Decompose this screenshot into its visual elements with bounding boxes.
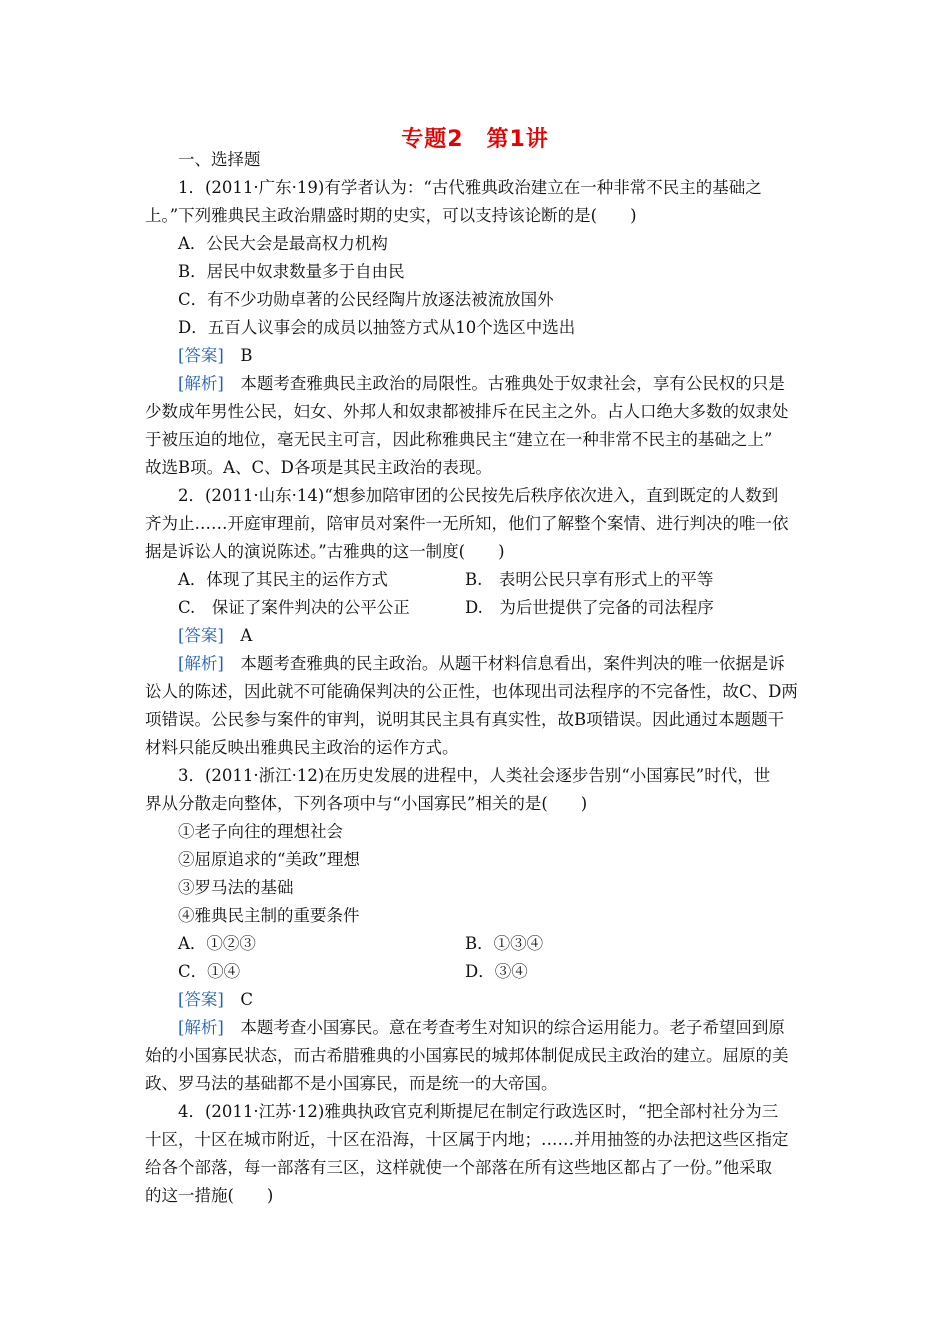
q2-stem-line-2: 齐为止……开庭审理前，陪审员对案件一无所知，他们了解整个案情、进行判决的唯一依	[145, 514, 789, 533]
analysis-tag: [解析]	[178, 1018, 224, 1037]
q1-option-c: C．有不少功勋卓著的公民经陶片放逐法被流放国外	[178, 290, 554, 309]
q2-answer	[145, 622, 805, 650]
answer-tag: [答案]	[178, 626, 224, 645]
q2-stem-line-1: 2．(2011·山东·14)“想参加陪审团的公民按先后秩序依次进入，直到既定的人数到	[178, 486, 779, 505]
question-4	[145, 1098, 805, 1210]
q1-answer	[145, 342, 805, 370]
q1-option-b: B．居民中奴隶数量多于自由民	[178, 262, 405, 281]
answer-tag: [答案]	[178, 346, 224, 365]
q2-options-row-1	[145, 566, 805, 594]
q3-item-4: ④雅典民主制的重要条件	[178, 906, 360, 925]
answer-value: B	[240, 346, 253, 365]
q4-stem-line-1: 4．(2011·江苏·12)雅典执政官克利斯提尼在制定行政选区时，“把全部村社分为三	[178, 1102, 779, 1121]
q2-analysis-line-1	[145, 650, 805, 678]
q1-analysis-line-1	[145, 370, 805, 398]
q3-options-row-2	[145, 958, 805, 986]
q1-analysis-line-4: 故选B项。A、C、D各项是其民主政治的表现。	[145, 458, 492, 477]
q3-option-d: D．③④	[465, 962, 528, 981]
q3-option-c: C．①④	[178, 962, 241, 981]
answer-tag: [答案]	[178, 990, 224, 1009]
q3-option-b: B．①③④	[465, 934, 544, 953]
q2-analysis-line-3: 项错误。公民参与案件的审判，说明其民主具有真实性，故B项错误。因此通过本题题干	[145, 710, 785, 729]
question-2	[145, 482, 805, 762]
q1-analysis-line-3: 于被压迫的地位，毫无民主可言，因此称雅典民主“建立在一种非常不民主的基础之上”	[145, 430, 773, 449]
q3-stem-line-1: 3．(2011·浙江·12)在历史发展的进程中，人类社会逐步告别“小国寡民”时代，世	[178, 766, 771, 785]
analysis-tag: [解析]	[178, 374, 224, 393]
q2-stem-line-3: 据是诉讼人的演说陈述。”古雅典的这一制度( )	[145, 542, 505, 561]
analysis-text: 本题考查雅典民主政治的局限性。古雅典处于奴隶社会，享有公民权的只是	[240, 374, 785, 393]
q1-analysis-line-2: 少数成年男性公民，妇女、外邦人和奴隶都被排斥在民主之外。占人口绝大多数的奴隶处	[145, 402, 789, 421]
q2-option-a: A．体现了其民主的运作方式	[178, 570, 388, 589]
page-title: 专题2 第1讲	[401, 127, 549, 152]
q2-option-d: D. 为后世提供了完备的司法程序	[465, 598, 714, 617]
answer-value: C	[240, 990, 253, 1009]
q1-stem-line-2: 上。”下列雅典民主政治鼎盛时期的史实，可以支持该论断的是( )	[145, 206, 637, 225]
analysis-text: 本题考查小国寡民。意在考查考生对知识的综合运用能力。老子希望回到原	[240, 1018, 785, 1037]
q3-option-a: A．①②③	[178, 934, 256, 953]
q4-stem-line-4: 的这一措施( )	[145, 1186, 274, 1205]
q2-options-row-2	[145, 594, 805, 622]
analysis-text: 本题考查雅典的民主政治。从题干材料信息看出，案件判决的唯一依据是诉	[240, 654, 785, 673]
document-body	[145, 146, 805, 1210]
q3-options-row-1	[145, 930, 805, 958]
q2-option-b: B. 表明公民只享有形式上的平等	[465, 570, 714, 589]
q3-analysis-line-2: 始的小国寡民状态，而古希腊雅典的小国寡民的城邦体制促成民主政治的建立。屈原的美	[145, 1046, 789, 1065]
q3-stem-line-2: 界从分散走向整体，下列各项中与“小国寡民”相关的是( )	[145, 794, 588, 813]
question-3	[145, 762, 805, 1098]
q3-item-2: ②屈原追求的“美政”理想	[178, 850, 360, 869]
q1-stem-line-1: 1．(2011·广东·19)有学者认为：“古代雅典政治建立在一种非常不民主的基础之	[178, 178, 762, 197]
q1-option-a: A．公民大会是最高权力机构	[178, 234, 388, 253]
q4-stem-line-3: 给各个部落，每一部落有三区，这样就使一个部落在所有这些地区都占了一份。”他采取	[145, 1158, 773, 1177]
q4-stem-line-2: 十区，十区在城市附近，十区在沿海，十区属于内地；……并用抽签的办法把这些区指定	[145, 1130, 789, 1149]
section-heading: 一、选择题	[178, 150, 261, 169]
question-1	[145, 174, 805, 482]
q3-analysis-line-3: 政、罗马法的基础都不是小国寡民，而是统一的大帝国。	[145, 1074, 558, 1093]
q1-option-d: D．五百人议事会的成员以抽签方式从10个选区中选出	[178, 318, 576, 337]
q3-answer	[145, 986, 805, 1014]
q3-item-3: ③罗马法的基础	[178, 878, 294, 897]
answer-value: A	[240, 626, 253, 645]
q3-analysis-line-1	[145, 1014, 805, 1042]
q2-option-c: C. 保证了案件判决的公平公正	[178, 598, 410, 617]
analysis-tag: [解析]	[178, 654, 224, 673]
q2-analysis-line-2: 讼人的陈述，因此就不可能确保判决的公正性，也体现出司法程序的不完备性，故C、D两	[145, 682, 798, 701]
q2-analysis-line-4: 材料只能反映出雅典民主政治的运作方式。	[145, 738, 459, 757]
q3-item-1: ①老子向往的理想社会	[178, 822, 343, 841]
